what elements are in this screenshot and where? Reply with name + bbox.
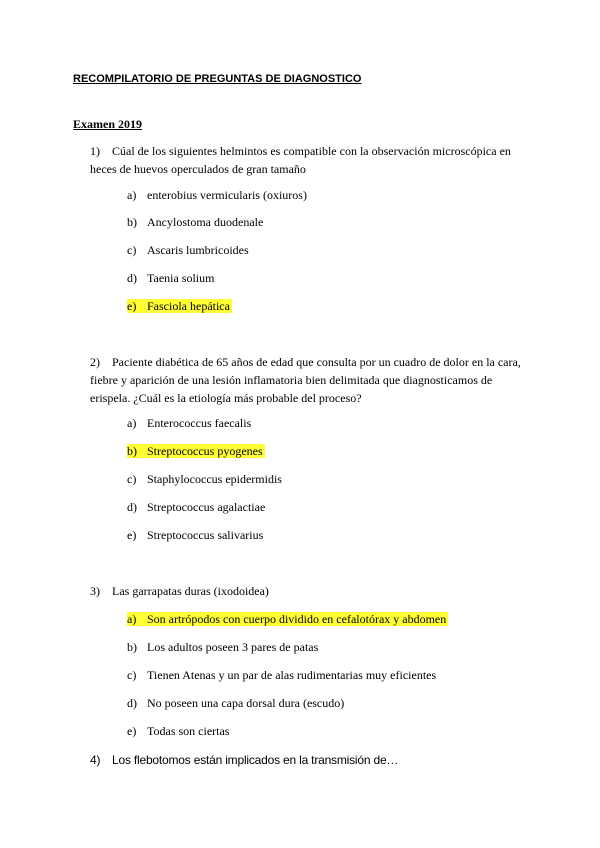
question-4 bbox=[90, 751, 530, 769]
option-text: Todas son ciertas bbox=[147, 724, 230, 738]
option-1c bbox=[127, 242, 249, 258]
question-1 bbox=[90, 142, 530, 178]
option-text: Streptococcus pyogenes bbox=[147, 444, 263, 458]
option-letter: e) bbox=[127, 299, 137, 313]
question-number: 1) bbox=[90, 144, 100, 158]
option-text: Tienen Atenas y un par de alas rudimentarias muy eficientes bbox=[147, 668, 437, 682]
option-text: Streptococcus salivarius bbox=[147, 528, 264, 542]
option-2d bbox=[127, 499, 265, 515]
option-1e bbox=[127, 298, 232, 314]
option-text: enterobius vermicularis (oxiuros) bbox=[147, 188, 307, 202]
question-number: 2) bbox=[90, 355, 100, 369]
option-text: No poseen una capa dorsal dura (escudo) bbox=[147, 696, 345, 710]
option-1a bbox=[127, 187, 307, 203]
answer-highlight bbox=[127, 299, 232, 313]
option-text: Ancylostoma duodenale bbox=[147, 215, 264, 229]
option-text: Son artrópodos con cuerpo dividido en cefalotórax y abdomen bbox=[147, 612, 447, 626]
option-3d bbox=[127, 695, 344, 711]
option-2c bbox=[127, 471, 282, 487]
option-1b bbox=[127, 214, 263, 230]
option-letter: a) bbox=[127, 612, 137, 626]
question-number: 3) bbox=[90, 584, 100, 598]
question-2 bbox=[90, 353, 530, 407]
option-text: Fasciola hepática bbox=[147, 299, 230, 313]
option-letter: e) bbox=[127, 528, 137, 542]
option-2a bbox=[127, 415, 251, 431]
option-letter: b) bbox=[127, 215, 137, 229]
option-3c bbox=[127, 667, 436, 683]
option-letter: a) bbox=[127, 416, 137, 430]
option-2b bbox=[127, 443, 265, 459]
option-text: Staphylococcus epidermidis bbox=[147, 472, 282, 486]
question-text: Las garrapatas duras (ixodoidea) bbox=[112, 584, 269, 598]
option-letter: c) bbox=[127, 668, 137, 682]
answer-highlight bbox=[127, 612, 448, 626]
option-text: Ascaris lumbricoides bbox=[147, 243, 249, 257]
option-letter: a) bbox=[127, 188, 137, 202]
option-letter: c) bbox=[127, 472, 137, 486]
question-text: Cúal de los siguientes helmintos es compatible con la observación microscópica en heces de huevos operculados de gran tamaño bbox=[90, 144, 511, 176]
option-text: Taenia solium bbox=[147, 271, 215, 285]
option-letter: c) bbox=[127, 243, 137, 257]
exam-heading: Examen 2019 bbox=[73, 117, 142, 131]
question-text: Los flebotomos están implicados en la transmisión de… bbox=[112, 753, 399, 767]
question-3 bbox=[90, 582, 530, 600]
document-title: RECOMPILATORIO DE PREGUNTAS DE DIAGNOSTICO bbox=[73, 73, 362, 85]
option-letter: b) bbox=[127, 444, 137, 458]
option-text: Streptococcus agalactiae bbox=[147, 500, 266, 514]
option-text: Enterococcus faecalis bbox=[147, 416, 252, 430]
option-1d bbox=[127, 270, 214, 286]
option-text: Los adultos poseen 3 pares de patas bbox=[147, 640, 319, 654]
question-text: Paciente diabética de 65 años de edad que consulta por un cuadro de dolor en la cara, fiebre y aparición de una lesión inflamatoria bien delimitada que diagnosticamos de erispela. ¿Cuál es la etiología más probable del proceso? bbox=[90, 355, 521, 405]
option-letter: d) bbox=[127, 271, 137, 285]
answer-highlight bbox=[127, 444, 265, 458]
option-letter: e) bbox=[127, 724, 137, 738]
option-letter: d) bbox=[127, 500, 137, 514]
option-3b bbox=[127, 639, 318, 655]
option-letter: d) bbox=[127, 696, 137, 710]
option-2e bbox=[127, 527, 263, 543]
option-3e bbox=[127, 723, 229, 739]
option-3a bbox=[127, 611, 448, 627]
option-letter: b) bbox=[127, 640, 137, 654]
question-number: 4) bbox=[90, 753, 101, 767]
